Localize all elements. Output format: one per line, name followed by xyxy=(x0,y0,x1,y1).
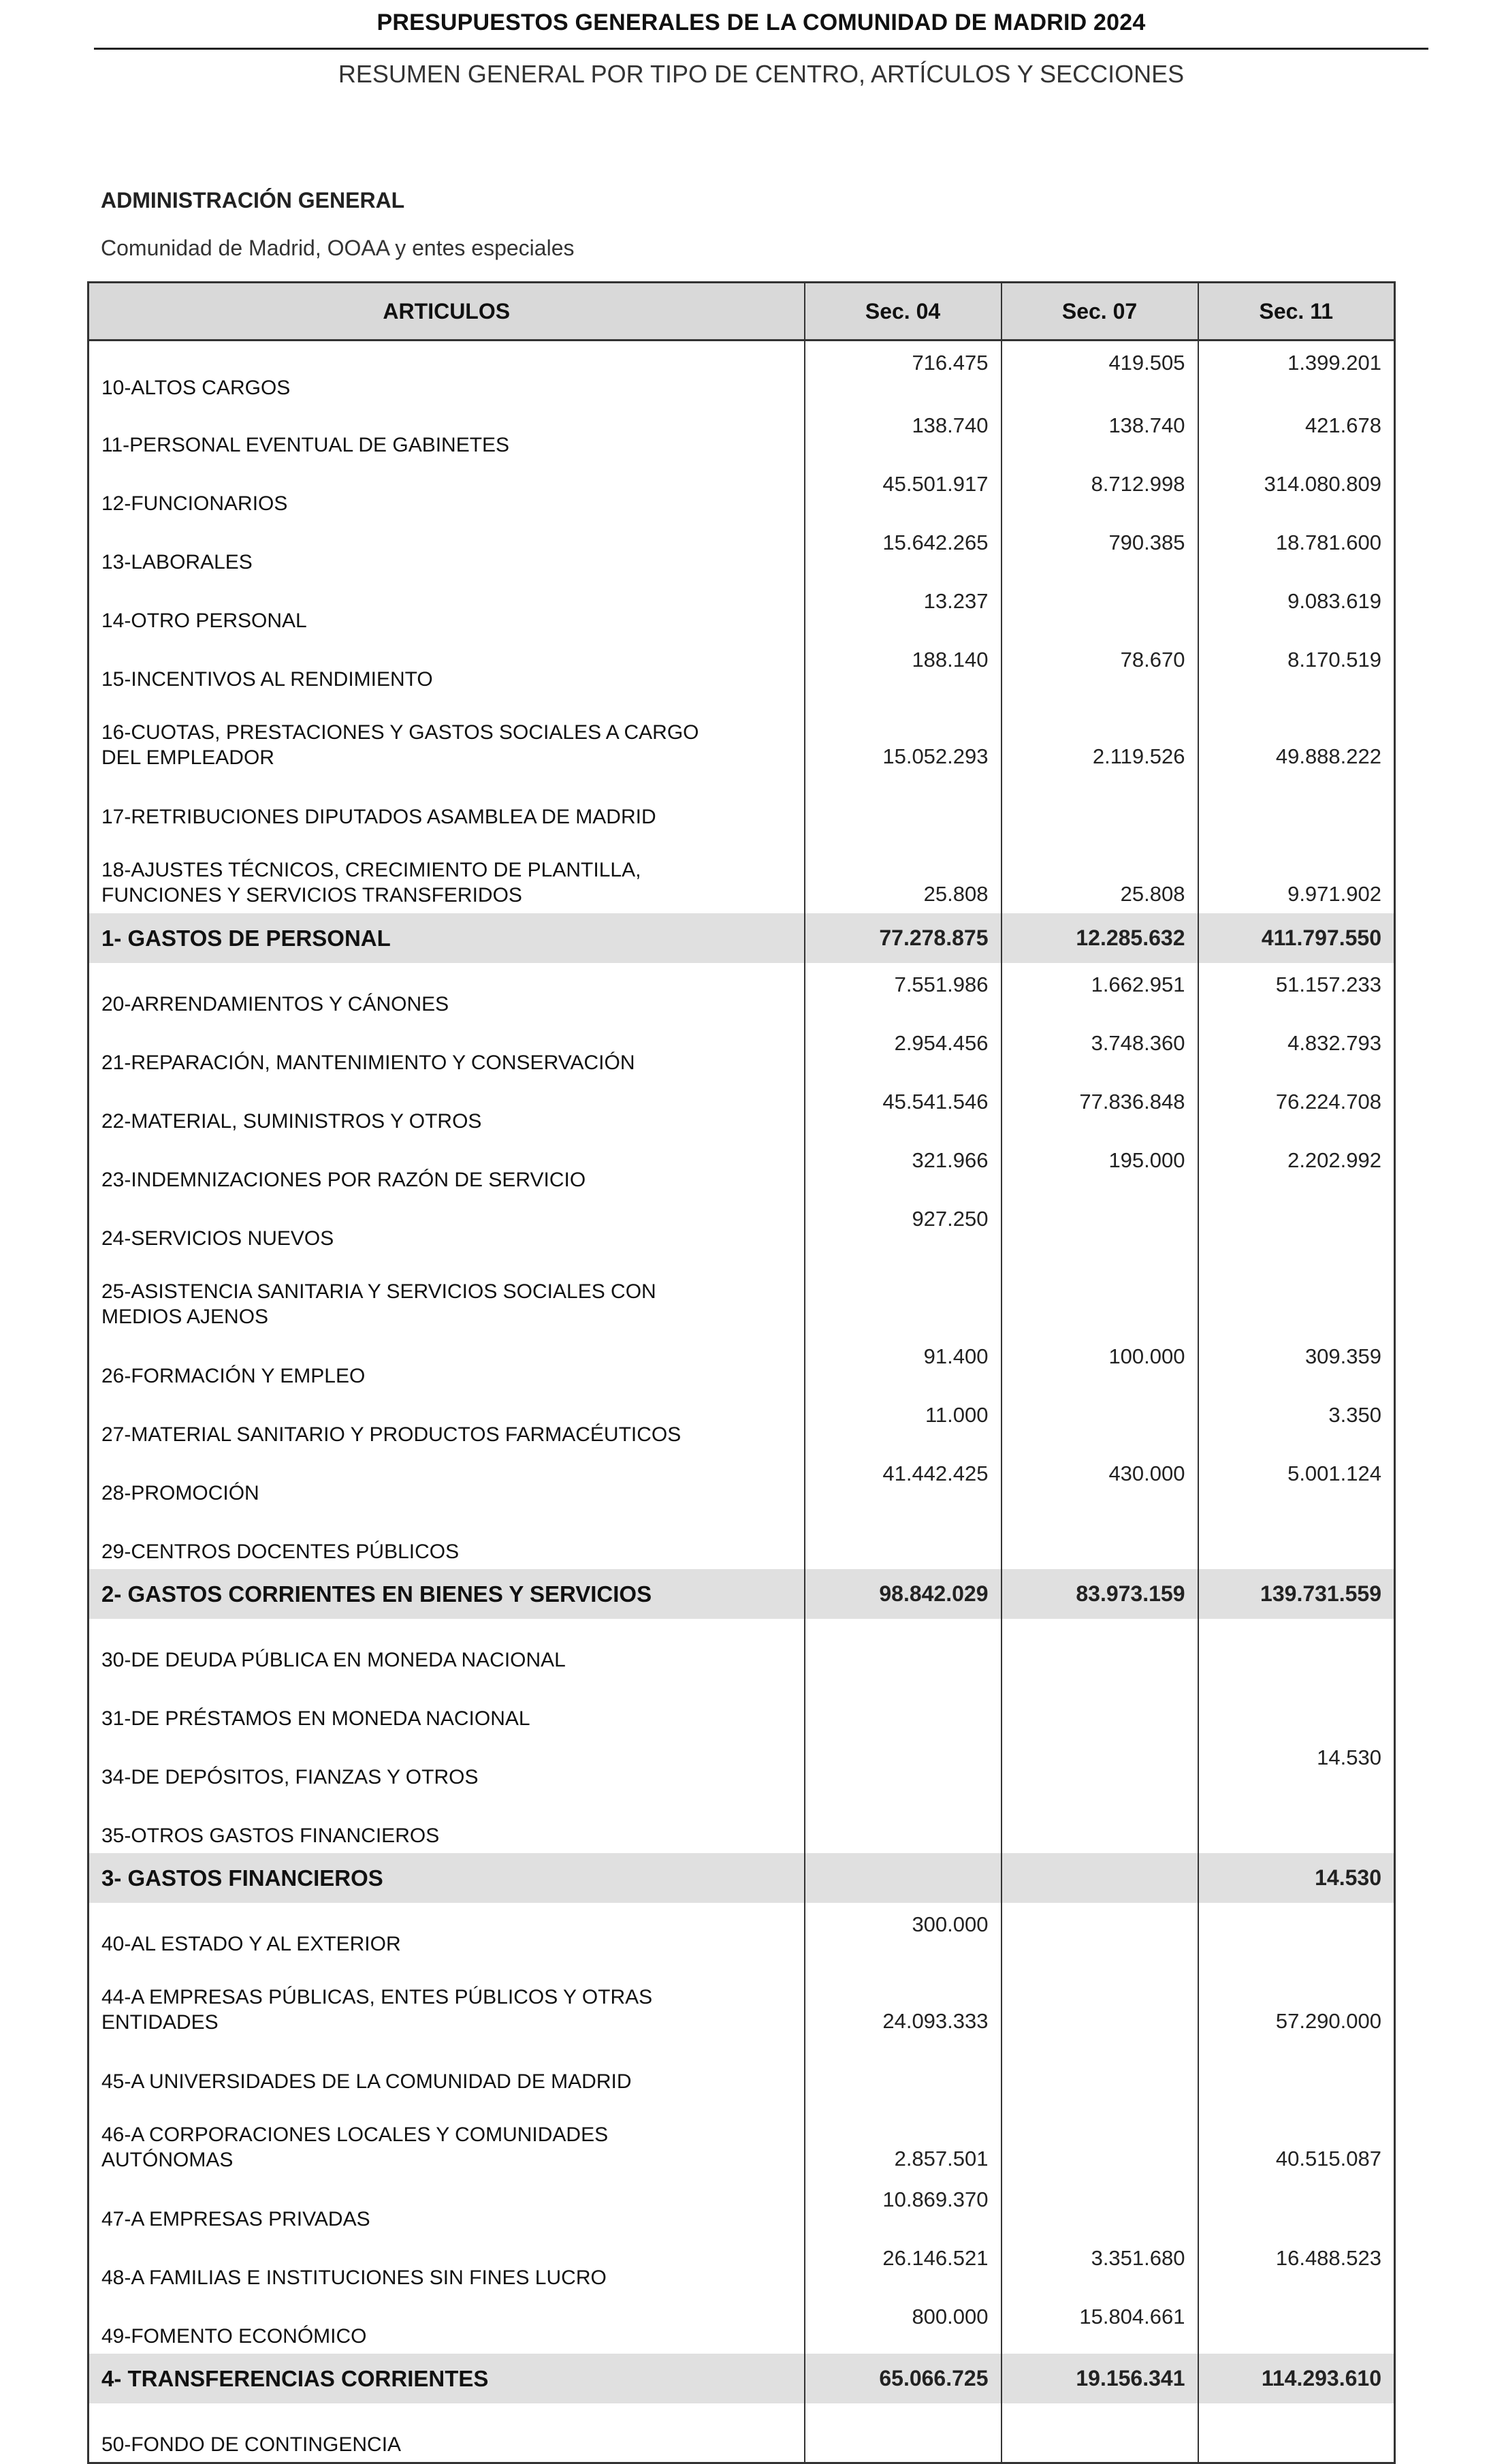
row-label xyxy=(89,2099,805,2178)
value-sec-07: 78.670 xyxy=(1002,638,1198,697)
value-sec-07: 3.351.680 xyxy=(1002,2237,1198,2295)
value-sec-04 xyxy=(805,1795,1002,1853)
row-label-line-1: 44-A EMPRESAS PÚBLICAS, ENTES PÚBLICOS Y OTRAS xyxy=(101,1986,653,2008)
value-sec-07: 8.712.998 xyxy=(1002,462,1198,521)
value-sec-11 xyxy=(1198,2040,1395,2099)
value-sec-07 xyxy=(1002,1736,1198,1795)
table-row xyxy=(89,834,1395,913)
subtotal-sec-04: 77.278.875 xyxy=(805,913,1002,963)
value-sec-11 xyxy=(1198,2403,1395,2463)
value-sec-07 xyxy=(1002,1197,1198,1256)
row-label: 10-ALTOS CARGOS xyxy=(89,341,805,405)
value-sec-07 xyxy=(1002,1795,1198,1853)
table-row xyxy=(89,1903,1395,1961)
value-sec-11: 9.971.902 xyxy=(1287,882,1381,906)
table-row xyxy=(89,2403,1395,2463)
row-label-line-2: AUTÓNOMAS xyxy=(101,2149,234,2171)
row-label: 50-FONDO DE CONTINGENCIA xyxy=(89,2403,805,2463)
subtotal-label: 4- TRANSFERENCIAS CORRIENTES xyxy=(89,2354,805,2403)
table-row xyxy=(89,2040,1395,2099)
subtotal-sec-07: 12.285.632 xyxy=(1002,913,1198,963)
value-sec-04: 138.740 xyxy=(805,404,1002,462)
value-sec-04 xyxy=(805,2040,1002,2099)
row-label: 30-DE DEUDA PÚBLICA EN MONEDA NACIONAL xyxy=(89,1619,805,1677)
value-sec-11: 2.202.992 xyxy=(1287,1148,1381,1172)
value-sec-11: 4.832.793 xyxy=(1287,1031,1381,1055)
value-sec-04 xyxy=(805,1736,1002,1795)
value-sec-11 xyxy=(1198,2178,1395,2237)
value-sec-11 xyxy=(1198,1256,1395,1335)
value-sec-11 xyxy=(1198,1677,1395,1736)
row-label: 23-INDEMNIZACIONES POR RAZÓN DE SERVICIO xyxy=(89,1139,805,1197)
value-sec-11 xyxy=(1198,1903,1395,1961)
table-row xyxy=(89,776,1395,834)
value-sec-11 xyxy=(1198,1511,1395,1569)
row-label-line-2: MEDIOS AJENOS xyxy=(101,1306,269,1328)
document-title: PRESUPUESTOS GENERALES DE LA COMUNIDAD DE MADRID 2024 xyxy=(376,10,1146,35)
value-sec-07 xyxy=(1002,1903,1198,1961)
value-sec-04: 927.250 xyxy=(805,1197,1002,1256)
row-label: 28-PROMOCIÓN xyxy=(89,1452,805,1511)
value-sec-11 xyxy=(1198,1197,1395,1256)
table-row xyxy=(89,580,1395,638)
table-row xyxy=(89,1511,1395,1569)
row-label: 48-A FAMILIAS E INSTITUCIONES SIN FINES LUCRO xyxy=(89,2237,805,2295)
value-sec-11: 1.399.201 xyxy=(1287,351,1381,375)
value-sec-04 xyxy=(805,2403,1002,2463)
title-divider xyxy=(94,48,1428,50)
row-label: 47-A EMPRESAS PRIVADAS xyxy=(89,2178,805,2237)
table-row xyxy=(89,1677,1395,1736)
value-sec-11: 421.678 xyxy=(1304,413,1381,437)
value-sec-04: 24.093.333 xyxy=(805,1961,1002,2040)
value-sec-04: 41.442.425 xyxy=(805,1452,1002,1511)
value-sec-04: 188.140 xyxy=(805,638,1002,697)
subtotal-sec-07: 19.156.341 xyxy=(1002,2354,1198,2403)
row-label: 24-SERVICIOS NUEVOS xyxy=(89,1197,805,1256)
row-label-line-2: FUNCIONES Y SERVICIOS TRANSFERIDOS xyxy=(101,884,522,906)
value-sec-04: 91.400 xyxy=(805,1335,1002,1393)
subtotal-sec-11: 114.293.610 xyxy=(1198,2354,1395,2403)
value-sec-11: 8.170.519 xyxy=(1287,648,1381,672)
row-label: 29-CENTROS DOCENTES PÚBLICOS xyxy=(89,1511,805,1569)
row-label: 40-AL ESTADO Y AL EXTERIOR xyxy=(89,1903,805,1961)
subtotal-sec-04 xyxy=(805,1853,1002,1903)
column-header-articulos: ARTICULOS xyxy=(89,283,805,341)
subtotal-sec-11: 14.530 xyxy=(1198,1853,1395,1903)
row-label: 45-A UNIVERSIDADES DE LA COMUNIDAD DE MADRID xyxy=(89,2040,805,2099)
table-row xyxy=(89,1393,1395,1452)
value-sec-07: 790.385 xyxy=(1002,521,1198,580)
subtotal-row xyxy=(89,2354,1395,2403)
value-sec-11: 16.488.523 xyxy=(1275,2246,1381,2270)
table-row xyxy=(89,1139,1395,1197)
value-sec-07: 3.748.360 xyxy=(1002,1022,1198,1080)
value-sec-04: 800.000 xyxy=(805,2295,1002,2354)
subtotal-sec-04: 65.066.725 xyxy=(805,2354,1002,2403)
section-title: ADMINISTRACIÓN GENERAL xyxy=(101,188,405,212)
value-sec-04: 716.475 xyxy=(805,341,1002,405)
value-sec-07: 2.119.526 xyxy=(1002,697,1198,776)
row-label xyxy=(89,1256,805,1335)
row-label-line-1: 16-CUOTAS, PRESTACIONES Y GASTOS SOCIALES A CARGO xyxy=(101,721,699,744)
value-sec-07: 195.000 xyxy=(1002,1139,1198,1197)
value-sec-11 xyxy=(1198,1795,1395,1853)
value-sec-07 xyxy=(1002,2403,1198,2463)
table-row xyxy=(89,1335,1395,1393)
subtotal-sec-07 xyxy=(1002,1853,1198,1903)
subtotal-label: 1- GASTOS DE PERSONAL xyxy=(89,913,805,963)
value-sec-11: 14.530 xyxy=(1317,1746,1381,1769)
table-row xyxy=(89,1736,1395,1795)
subtotal-sec-11: 139.731.559 xyxy=(1198,1569,1395,1619)
row-label-line-1: 25-ASISTENCIA SANITARIA Y SERVICIOS SOCIALES CON xyxy=(101,1280,656,1303)
value-sec-11 xyxy=(1198,2295,1395,2354)
table-row xyxy=(89,2099,1395,2178)
subtotal-row xyxy=(89,913,1395,963)
document-subtitle: RESUMEN GENERAL POR TIPO DE CENTRO, ARTÍCULOS Y SECCIONES xyxy=(338,60,1185,88)
value-sec-04: 45.541.546 xyxy=(805,1080,1002,1139)
row-label xyxy=(89,697,805,776)
value-sec-07: 100.000 xyxy=(1002,1335,1198,1393)
value-sec-04: 45.501.917 xyxy=(805,462,1002,521)
row-label: 13-LABORALES xyxy=(89,521,805,580)
value-sec-07 xyxy=(1002,580,1198,638)
value-sec-07 xyxy=(1002,776,1198,834)
table-row xyxy=(89,341,1395,405)
value-sec-07: 419.505 xyxy=(1002,341,1198,405)
value-sec-04 xyxy=(805,1511,1002,1569)
row-label: 21-REPARACIÓN, MANTENIMIENTO Y CONSERVACIÓN xyxy=(89,1022,805,1080)
column-header-sec-07: Sec. 07 xyxy=(1002,283,1198,341)
table-row xyxy=(89,521,1395,580)
subtotal-sec-04: 98.842.029 xyxy=(805,1569,1002,1619)
subtotal-row xyxy=(89,1569,1395,1619)
value-sec-07 xyxy=(1002,2178,1198,2237)
value-sec-07 xyxy=(1002,1511,1198,1569)
value-sec-07 xyxy=(1002,1393,1198,1452)
value-sec-11: 76.224.708 xyxy=(1275,1090,1381,1113)
row-label: 14-OTRO PERSONAL xyxy=(89,580,805,638)
value-sec-04: 25.808 xyxy=(805,834,1002,913)
value-sec-04: 15.642.265 xyxy=(805,521,1002,580)
value-sec-04: 26.146.521 xyxy=(805,2237,1002,2295)
value-sec-07 xyxy=(1002,2040,1198,2099)
value-sec-11: 57.290.000 xyxy=(1275,2009,1381,2033)
row-label: 17-RETRIBUCIONES DIPUTADOS ASAMBLEA DE MADRID xyxy=(89,776,805,834)
row-label: 12-FUNCIONARIOS xyxy=(89,462,805,521)
row-label: 35-OTROS GASTOS FINANCIEROS xyxy=(89,1795,805,1853)
value-sec-04: 2.857.501 xyxy=(805,2099,1002,2178)
value-sec-11: 18.781.600 xyxy=(1275,531,1381,554)
value-sec-04: 11.000 xyxy=(805,1393,1002,1452)
value-sec-11: 5.001.124 xyxy=(1287,1462,1381,1485)
row-label xyxy=(89,1961,805,2040)
table-row xyxy=(89,1452,1395,1511)
row-label-line-2: ENTIDADES xyxy=(101,2011,219,2034)
value-sec-04 xyxy=(805,1619,1002,1677)
value-sec-11 xyxy=(1198,776,1395,834)
table-row xyxy=(89,2295,1395,2354)
table-row xyxy=(89,697,1395,776)
value-sec-11: 9.083.619 xyxy=(1287,589,1381,613)
table-row xyxy=(89,1022,1395,1080)
row-label-line-1: 46-A CORPORACIONES LOCALES Y COMUNIDADES xyxy=(101,2123,609,2146)
value-sec-11: 3.350 xyxy=(1328,1403,1381,1427)
value-sec-04: 300.000 xyxy=(805,1903,1002,1961)
subtotal-row xyxy=(89,1853,1395,1903)
table-row xyxy=(89,1619,1395,1677)
table-row xyxy=(89,1256,1395,1335)
column-header-sec-11: Sec. 11 xyxy=(1198,283,1395,341)
row-label: 11-PERSONAL EVENTUAL DE GABINETES xyxy=(89,404,805,462)
row-label: 27-MATERIAL SANITARIO Y PRODUCTOS FARMACÉUTICOS xyxy=(89,1393,805,1452)
value-sec-11: 40.515.087 xyxy=(1275,2147,1381,2170)
row-label: 20-ARRENDAMIENTOS Y CÁNONES xyxy=(89,963,805,1022)
value-sec-07 xyxy=(1002,1677,1198,1736)
budget-table xyxy=(87,281,1396,2464)
value-sec-04: 13.237 xyxy=(805,580,1002,638)
row-label: 26-FORMACIÓN Y EMPLEO xyxy=(89,1335,805,1393)
row-label-line-1: 18-AJUSTES TÉCNICOS, CRECIMIENTO DE PLANTILLA, xyxy=(101,859,641,881)
value-sec-07: 15.804.661 xyxy=(1002,2295,1198,2354)
row-label xyxy=(89,834,805,913)
value-sec-07: 430.000 xyxy=(1002,1452,1198,1511)
row-label: 34-DE DEPÓSITOS, FIANZAS Y OTROS xyxy=(89,1736,805,1795)
value-sec-04: 10.869.370 xyxy=(805,2178,1002,2237)
value-sec-04 xyxy=(805,776,1002,834)
row-label-line-2: DEL EMPLEADOR xyxy=(101,746,274,769)
value-sec-07 xyxy=(1002,1961,1198,2040)
value-sec-07: 25.808 xyxy=(1002,834,1198,913)
table-row xyxy=(89,2178,1395,2237)
value-sec-07 xyxy=(1002,2099,1198,2178)
value-sec-11: 51.157.233 xyxy=(1275,973,1381,996)
table-row xyxy=(89,404,1395,462)
value-sec-07 xyxy=(1002,1619,1198,1677)
value-sec-04: 15.052.293 xyxy=(805,697,1002,776)
row-label: 49-FOMENTO ECONÓMICO xyxy=(89,2295,805,2354)
row-label: 31-DE PRÉSTAMOS EN MONEDA NACIONAL xyxy=(89,1677,805,1736)
table-row xyxy=(89,638,1395,697)
value-sec-04: 321.966 xyxy=(805,1139,1002,1197)
value-sec-04: 2.954.456 xyxy=(805,1022,1002,1080)
subtotal-label: 2- GASTOS CORRIENTES EN BIENES Y SERVICIOS xyxy=(89,1569,805,1619)
value-sec-07 xyxy=(1002,1256,1198,1335)
value-sec-07: 138.740 xyxy=(1002,404,1198,462)
subtotal-sec-11: 411.797.550 xyxy=(1198,913,1395,963)
table-row xyxy=(89,462,1395,521)
row-label: 15-INCENTIVOS AL RENDIMIENTO xyxy=(89,638,805,697)
row-label: 22-MATERIAL, SUMINISTROS Y OTROS xyxy=(89,1080,805,1139)
value-sec-04 xyxy=(805,1256,1002,1335)
subtotal-label: 3- GASTOS FINANCIEROS xyxy=(89,1853,805,1903)
table-row xyxy=(89,1961,1395,2040)
value-sec-07: 77.836.848 xyxy=(1002,1080,1198,1139)
value-sec-04: 7.551.986 xyxy=(805,963,1002,1022)
section-description: Comunidad de Madrid, OOAA y entes especiales xyxy=(101,236,575,260)
table-row xyxy=(89,2237,1395,2295)
table-header-row xyxy=(89,283,1395,341)
value-sec-04 xyxy=(805,1677,1002,1736)
table-row xyxy=(89,963,1395,1022)
table-row xyxy=(89,1795,1395,1853)
value-sec-11 xyxy=(1198,1619,1395,1677)
value-sec-07: 1.662.951 xyxy=(1002,963,1198,1022)
value-sec-11: 309.359 xyxy=(1304,1344,1381,1368)
table-row xyxy=(89,1197,1395,1256)
value-sec-11: 314.080.809 xyxy=(1264,472,1381,496)
table-row xyxy=(89,1080,1395,1139)
subtotal-sec-07: 83.973.159 xyxy=(1002,1569,1198,1619)
value-sec-11: 49.888.222 xyxy=(1275,744,1381,768)
column-header-sec-04: Sec. 04 xyxy=(805,283,1002,341)
